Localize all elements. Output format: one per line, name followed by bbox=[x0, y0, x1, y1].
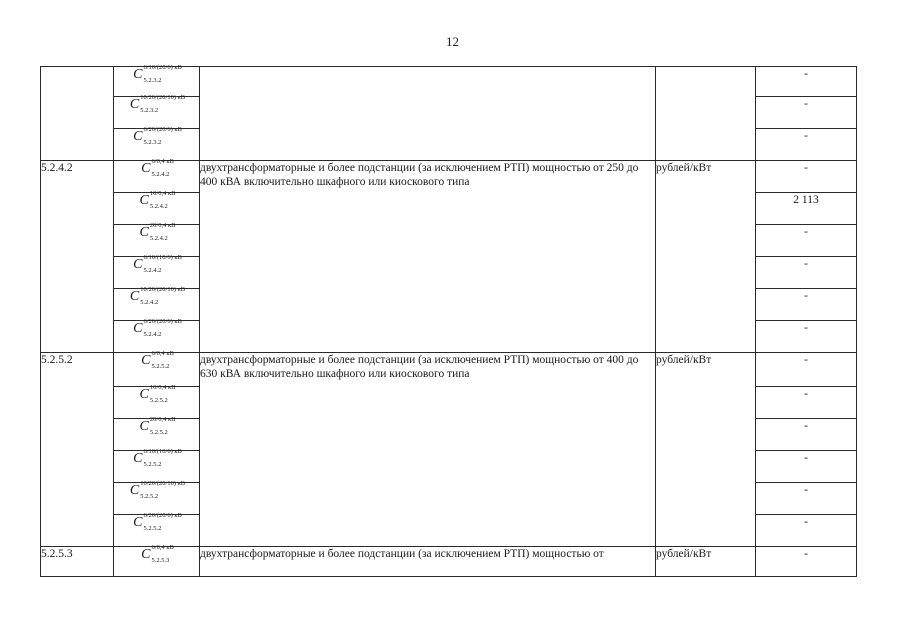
rate-symbol-index: 5.2.5.2 bbox=[143, 525, 162, 532]
rate-symbol-base: C bbox=[129, 97, 140, 113]
rate-symbol-index: 5.2.5.2 bbox=[140, 493, 159, 500]
rate-symbol-base: C bbox=[133, 129, 143, 145]
value-cell: - bbox=[756, 321, 857, 353]
rate-symbol-voltage: 6/20/(20/6) кВ bbox=[143, 512, 182, 519]
rate-symbol-index: 5.2.5.2 bbox=[143, 461, 162, 468]
value-cell: - bbox=[756, 97, 857, 129]
rate-symbol bbox=[138, 416, 176, 436]
value-cell: - bbox=[756, 547, 857, 577]
rate-symbol bbox=[138, 384, 176, 404]
rate-symbol-voltage: 6/20/(20/6) кВ bbox=[143, 318, 182, 325]
rate-symbol-base: C bbox=[133, 67, 143, 83]
rate-symbol bbox=[131, 64, 182, 84]
rate-symbol-cell bbox=[114, 512, 200, 547]
value-cell: - bbox=[756, 451, 857, 483]
rate-symbol-cell bbox=[114, 416, 200, 451]
rate-symbol bbox=[139, 544, 174, 564]
rate-symbol-index: 5.2.3.2 bbox=[143, 139, 162, 146]
rate-symbol-base: C bbox=[139, 225, 149, 241]
rate-symbol-cell bbox=[114, 222, 200, 257]
value-cell: 2 113 bbox=[756, 193, 857, 225]
rate-symbol-index: 5.2.5.2 bbox=[149, 397, 168, 404]
unit-cell: рублей/кВт bbox=[656, 161, 756, 353]
rate-symbol-index: 5.2.4.2 bbox=[149, 235, 168, 242]
unit-cell: рублей/кВт bbox=[656, 353, 756, 547]
item-number-cell: 5.2.4.2 bbox=[41, 161, 114, 353]
value-cell: - bbox=[756, 225, 857, 257]
item-number-cell bbox=[41, 67, 114, 161]
rate-symbol-index: 5.2.5.3 bbox=[151, 557, 170, 564]
rate-symbol-index: 5.2.4.2 bbox=[149, 203, 168, 210]
value-cell: - bbox=[756, 67, 857, 97]
rate-symbol-cell bbox=[114, 158, 200, 193]
rate-symbol-voltage: 6/10/(10/6) кВ bbox=[143, 254, 182, 261]
rate-symbol bbox=[131, 512, 182, 532]
rate-symbol-voltage: 10/0,4 кВ bbox=[149, 190, 176, 197]
table-row bbox=[41, 161, 857, 193]
rate-symbol bbox=[131, 126, 182, 146]
page-number: 12 bbox=[446, 34, 459, 49]
table-row bbox=[41, 353, 857, 387]
rate-symbol-cell bbox=[114, 126, 200, 161]
rate-symbol-base: C bbox=[141, 547, 151, 563]
rate-symbol-cell bbox=[114, 190, 200, 225]
rate-symbol-cell bbox=[114, 350, 200, 387]
description-cell bbox=[200, 67, 656, 161]
rate-symbol-voltage: 6/10/(10/6) кВ bbox=[143, 448, 182, 455]
rate-symbol bbox=[139, 158, 174, 178]
rate-symbol-voltage: 10/0,4 кВ bbox=[149, 384, 176, 391]
rate-symbol-cell bbox=[114, 254, 200, 289]
value-cell: - bbox=[756, 515, 857, 547]
rate-symbol-voltage: 6/0,4 кВ bbox=[151, 350, 174, 357]
rate-symbol-base: C bbox=[139, 419, 149, 435]
rate-symbol-base: C bbox=[133, 515, 143, 531]
rate-symbol-voltage: 6/0,4 кВ bbox=[151, 544, 174, 551]
value-cell: - bbox=[756, 483, 857, 515]
rate-symbol-cell bbox=[114, 94, 200, 129]
rate-symbol-voltage: 10/20/(20/10) кВ bbox=[140, 94, 186, 101]
value-cell: - bbox=[756, 289, 857, 321]
rate-symbol-base: C bbox=[141, 161, 151, 177]
rate-symbol-voltage: 6/10/(20/6) кВ bbox=[143, 64, 182, 71]
description-cell: двухтрансформаторные и более подстанции (за исключением РТП) мощностью от bbox=[200, 547, 656, 577]
rate-symbol bbox=[128, 286, 186, 306]
rate-symbol-voltage: 10/20/(20/10) кВ bbox=[140, 480, 186, 487]
item-number-cell: 5.2.5.2 bbox=[41, 353, 114, 547]
rate-symbol-cell bbox=[114, 544, 200, 577]
rate-symbol bbox=[139, 350, 174, 370]
tariff-table bbox=[40, 66, 857, 577]
value-cell: - bbox=[756, 161, 857, 193]
rate-symbol-base: C bbox=[141, 353, 151, 369]
value-cell: - bbox=[756, 353, 857, 387]
rate-symbol-cell bbox=[114, 318, 200, 353]
rate-symbol bbox=[131, 318, 182, 338]
rate-symbol-index: 5.2.4.2 bbox=[151, 171, 170, 178]
rate-symbol-index: 5.2.5.2 bbox=[151, 363, 170, 370]
rate-symbol-voltage: 10/20/(20/10) кВ bbox=[140, 286, 186, 293]
table-row bbox=[41, 67, 857, 97]
rate-symbol-index: 5.2.4.2 bbox=[143, 331, 162, 338]
rate-symbol-index: 5.2.5.2 bbox=[149, 429, 168, 436]
rate-symbol-index: 5.2.3.2 bbox=[143, 77, 162, 84]
rate-symbol-base: C bbox=[129, 483, 140, 499]
value-cell: - bbox=[756, 257, 857, 289]
rate-symbol-base: C bbox=[133, 321, 143, 337]
description-cell: двухтрансформаторные и более подстанции (за исключением РТП) мощностью от 400 до 630 кВА включительно шкафного или киоскового типа bbox=[200, 353, 656, 547]
value-cell: - bbox=[756, 419, 857, 451]
rate-symbol-base: C bbox=[139, 387, 149, 403]
rate-symbol-index: 5.2.4.2 bbox=[140, 299, 159, 306]
rate-symbol-cell bbox=[114, 384, 200, 419]
value-cell: - bbox=[756, 129, 857, 161]
rate-symbol bbox=[128, 94, 186, 114]
rate-symbol bbox=[138, 190, 176, 210]
rate-symbol bbox=[128, 480, 186, 500]
rate-symbol-cell bbox=[114, 448, 200, 483]
rate-symbol-base: C bbox=[133, 257, 143, 273]
rate-symbol-base: C bbox=[133, 451, 143, 467]
rate-symbol bbox=[131, 448, 182, 468]
rate-symbol-cell bbox=[114, 286, 200, 321]
rate-symbol bbox=[138, 222, 176, 242]
rate-symbol bbox=[131, 254, 182, 274]
rate-symbol-voltage: 6/0,4 кВ bbox=[151, 158, 174, 165]
rate-symbol-index: 5.2.4.2 bbox=[143, 267, 162, 274]
rate-symbol-cell bbox=[114, 480, 200, 515]
description-cell: двухтрансформаторные и более подстанции (за исключением РТП) мощностью от 250 до 400 кВА включительно шкафного или киоскового типа bbox=[200, 161, 656, 353]
rate-symbol-cell bbox=[114, 64, 200, 97]
value-cell: - bbox=[756, 387, 857, 419]
rate-symbol-base: C bbox=[129, 289, 140, 305]
unit-cell bbox=[656, 67, 756, 161]
rate-symbol-index: 5.2.3.2 bbox=[140, 107, 159, 114]
rate-symbol-voltage: 20/0,4 кВ bbox=[149, 222, 176, 229]
item-number-cell: 5.2.5.3 bbox=[41, 547, 114, 577]
rate-symbol-voltage: 20/0,4 кВ bbox=[149, 416, 176, 423]
rate-symbol-base: C bbox=[139, 193, 149, 209]
table-row bbox=[41, 547, 857, 577]
rate-symbol-voltage: 6/20/(20/6) кВ bbox=[143, 126, 182, 133]
unit-cell: рублей/кВт bbox=[656, 547, 756, 577]
